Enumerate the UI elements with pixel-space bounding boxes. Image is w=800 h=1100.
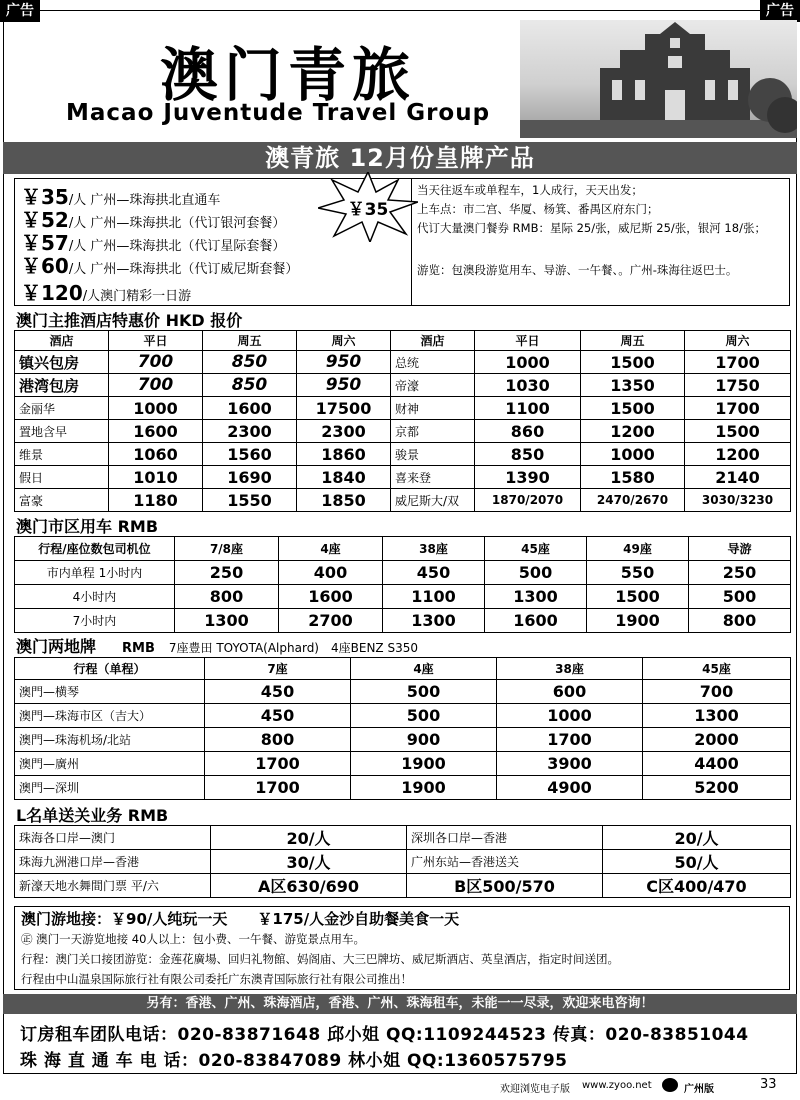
brand-logo-en: Macao Juventude Travel Group: [66, 100, 491, 126]
cross-border-plate-table: [14, 657, 791, 800]
page-number: 33: [760, 1077, 777, 1092]
border-transfer-table: [14, 825, 791, 898]
table-row: 澳門—廣州 1700 1900 3900 4400: [15, 752, 791, 776]
monthly-banner: 澳青旅 12月份皇牌产品: [3, 142, 797, 174]
footer-logo-icon: [662, 1078, 678, 1092]
ruins-photo: [520, 20, 797, 138]
promo-note: 代订大量澳门餐券 RMB：星际 25/张，威尼斯 25/张，银河 18/张；: [417, 221, 766, 235]
also-available-bar: 另有：香港、广州、珠海酒店，香港、广州、珠海租车，未能一一尽录，欢迎来电咨询！: [3, 994, 797, 1014]
table-row: 澳門—深圳 1700 1900 4900 5200: [15, 776, 791, 800]
tour-line: 行程：澳门关口接团游览：金莲花廣場、回归礼物館、妈阁庙、大三巴牌坊、威尼斯酒店、英皇酒店，指定时间送团。: [21, 952, 619, 966]
ad-tag-right: 广告: [760, 0, 800, 22]
contact-shuttle: 珠 海 直 通 车 电 话：020-83847089 林小姐 QQ:1360575795: [20, 1051, 568, 1071]
promo-item: ￥35/人 广州—珠海拱北直通车: [21, 185, 221, 209]
table-row: 港湾包房 700 850 950 帝濠 1030 1350 1750: [15, 374, 791, 397]
table-row: 置地含早 1600 2300 2300 京都 860 1200 1500: [15, 420, 791, 443]
ruins-of-st-paul-image: [520, 20, 797, 138]
promo-item: ￥120/人澳门精彩一日游: [21, 281, 192, 305]
promo-item: ￥57/人 广州—珠海拱北（代订星际套餐）: [21, 231, 286, 255]
table-header-row: 行程（单程） 7座 4座 38座 45座: [15, 658, 791, 680]
table-row: 镇兴包房 700 850 950 总统 1000 1500 1700: [15, 351, 791, 374]
local-tour-box: [14, 906, 790, 990]
table-row: 4小时内 800 1600 1100 1300 1500 500: [15, 585, 791, 609]
table-row: 珠海九洲港口岸—香港 30/人 广州东站—香港送关 50/人: [15, 850, 791, 874]
table-row: 7小时内 1300 2700 1300 1600 1900 800: [15, 609, 791, 633]
city-car-table: [14, 536, 791, 633]
table-row: 新濠天地水舞間门票 平/六 A区630/690 B区500/570 C区400/470: [15, 874, 791, 898]
tour-line: ㊣ 澳门一天游览地接 40人以上：包小费、一午餐、游览景点用车。: [21, 932, 365, 946]
ad-tag-left: 广告: [0, 0, 40, 22]
hotel-section-title: 澳门主推酒店特惠价 HKD 报价: [16, 311, 243, 330]
table-row: 澳門—珠海市区（吉大） 450 500 1000 1300: [15, 704, 791, 728]
price-burst-badge: [318, 172, 418, 242]
table-row: 澳門—横琴 450 500 600 700: [15, 680, 791, 704]
footer-text: 欢迎浏览电子版: [500, 1084, 570, 1095]
promo-note: 上车点：市二宫、华厦、杨箕、番禺区府东门；: [417, 202, 659, 216]
l-list-section-title: L名单送关业务 RMB: [16, 806, 169, 825]
table-row: 富豪 1180 1550 1850 威尼斯大/双 1870/2070 2470/2670 3030/3230: [15, 489, 791, 512]
table-row: 澳門—珠海机场/北站 800 900 1700 2000: [15, 728, 791, 752]
brand-logo-zh: 澳门青旅: [160, 41, 417, 109]
plates-section-title: 澳门两地牌 RMB 7座豊田 TOYOTA(Alphard) 4座BENZ S350: [16, 637, 418, 656]
table-row: 珠海各口岸—澳门 20/人 深圳各口岸—香港 20/人: [15, 826, 791, 850]
promo-note: 游览：包澳段游览用车、导游、一午餐、。广州-珠海往返巴士。: [417, 263, 738, 277]
city-car-section-title: 澳门市区用车 RMB: [16, 517, 159, 536]
table-row: 金丽华 1000 1600 17500 财神 1100 1500 1700: [15, 397, 791, 420]
promo-item: ￥60/人 广州—珠海拱北（代订威尼斯套餐）: [21, 254, 299, 278]
star-price: ￥35: [347, 200, 389, 220]
table-header-row: 酒店 平日 周五 周六 酒店 平日 周五 周六: [15, 331, 791, 351]
tour-title: 澳门游地接：￥90/人纯玩一天 ￥175/人金沙自助餐美食一天: [21, 910, 460, 928]
table-header-row: 行程/座位数包司机位 7/8座 4座 38座 45座 49座 导游: [15, 537, 791, 561]
promo-item: ￥52/人 广州—珠海拱北（代订银河套餐）: [21, 208, 286, 232]
table-row: 市内单程 1小时内 250 400 450 500 550 250: [15, 561, 791, 585]
tour-line: 行程由中山温泉国际旅行社有限公司委托广东澳青国际旅行社有限公司推出！: [21, 972, 412, 986]
contact-booking: 订房租车团队电话：020-83871648 邱小姐 QQ:1109244523 传真：020-83851044: [20, 1025, 749, 1045]
footer-url[interactable]: www.zyoo.net: [582, 1080, 652, 1091]
promo-note: 当天往返车或单程车，1人成行，天天出发；: [417, 183, 643, 197]
table-row: 假日 1010 1690 1840 喜来登 1390 1580 2140: [15, 466, 791, 489]
footer-edition: 广州版: [684, 1084, 714, 1095]
hotel-price-table: [14, 330, 791, 512]
table-row: 维景 1060 1560 1860 骏景 850 1000 1200: [15, 443, 791, 466]
